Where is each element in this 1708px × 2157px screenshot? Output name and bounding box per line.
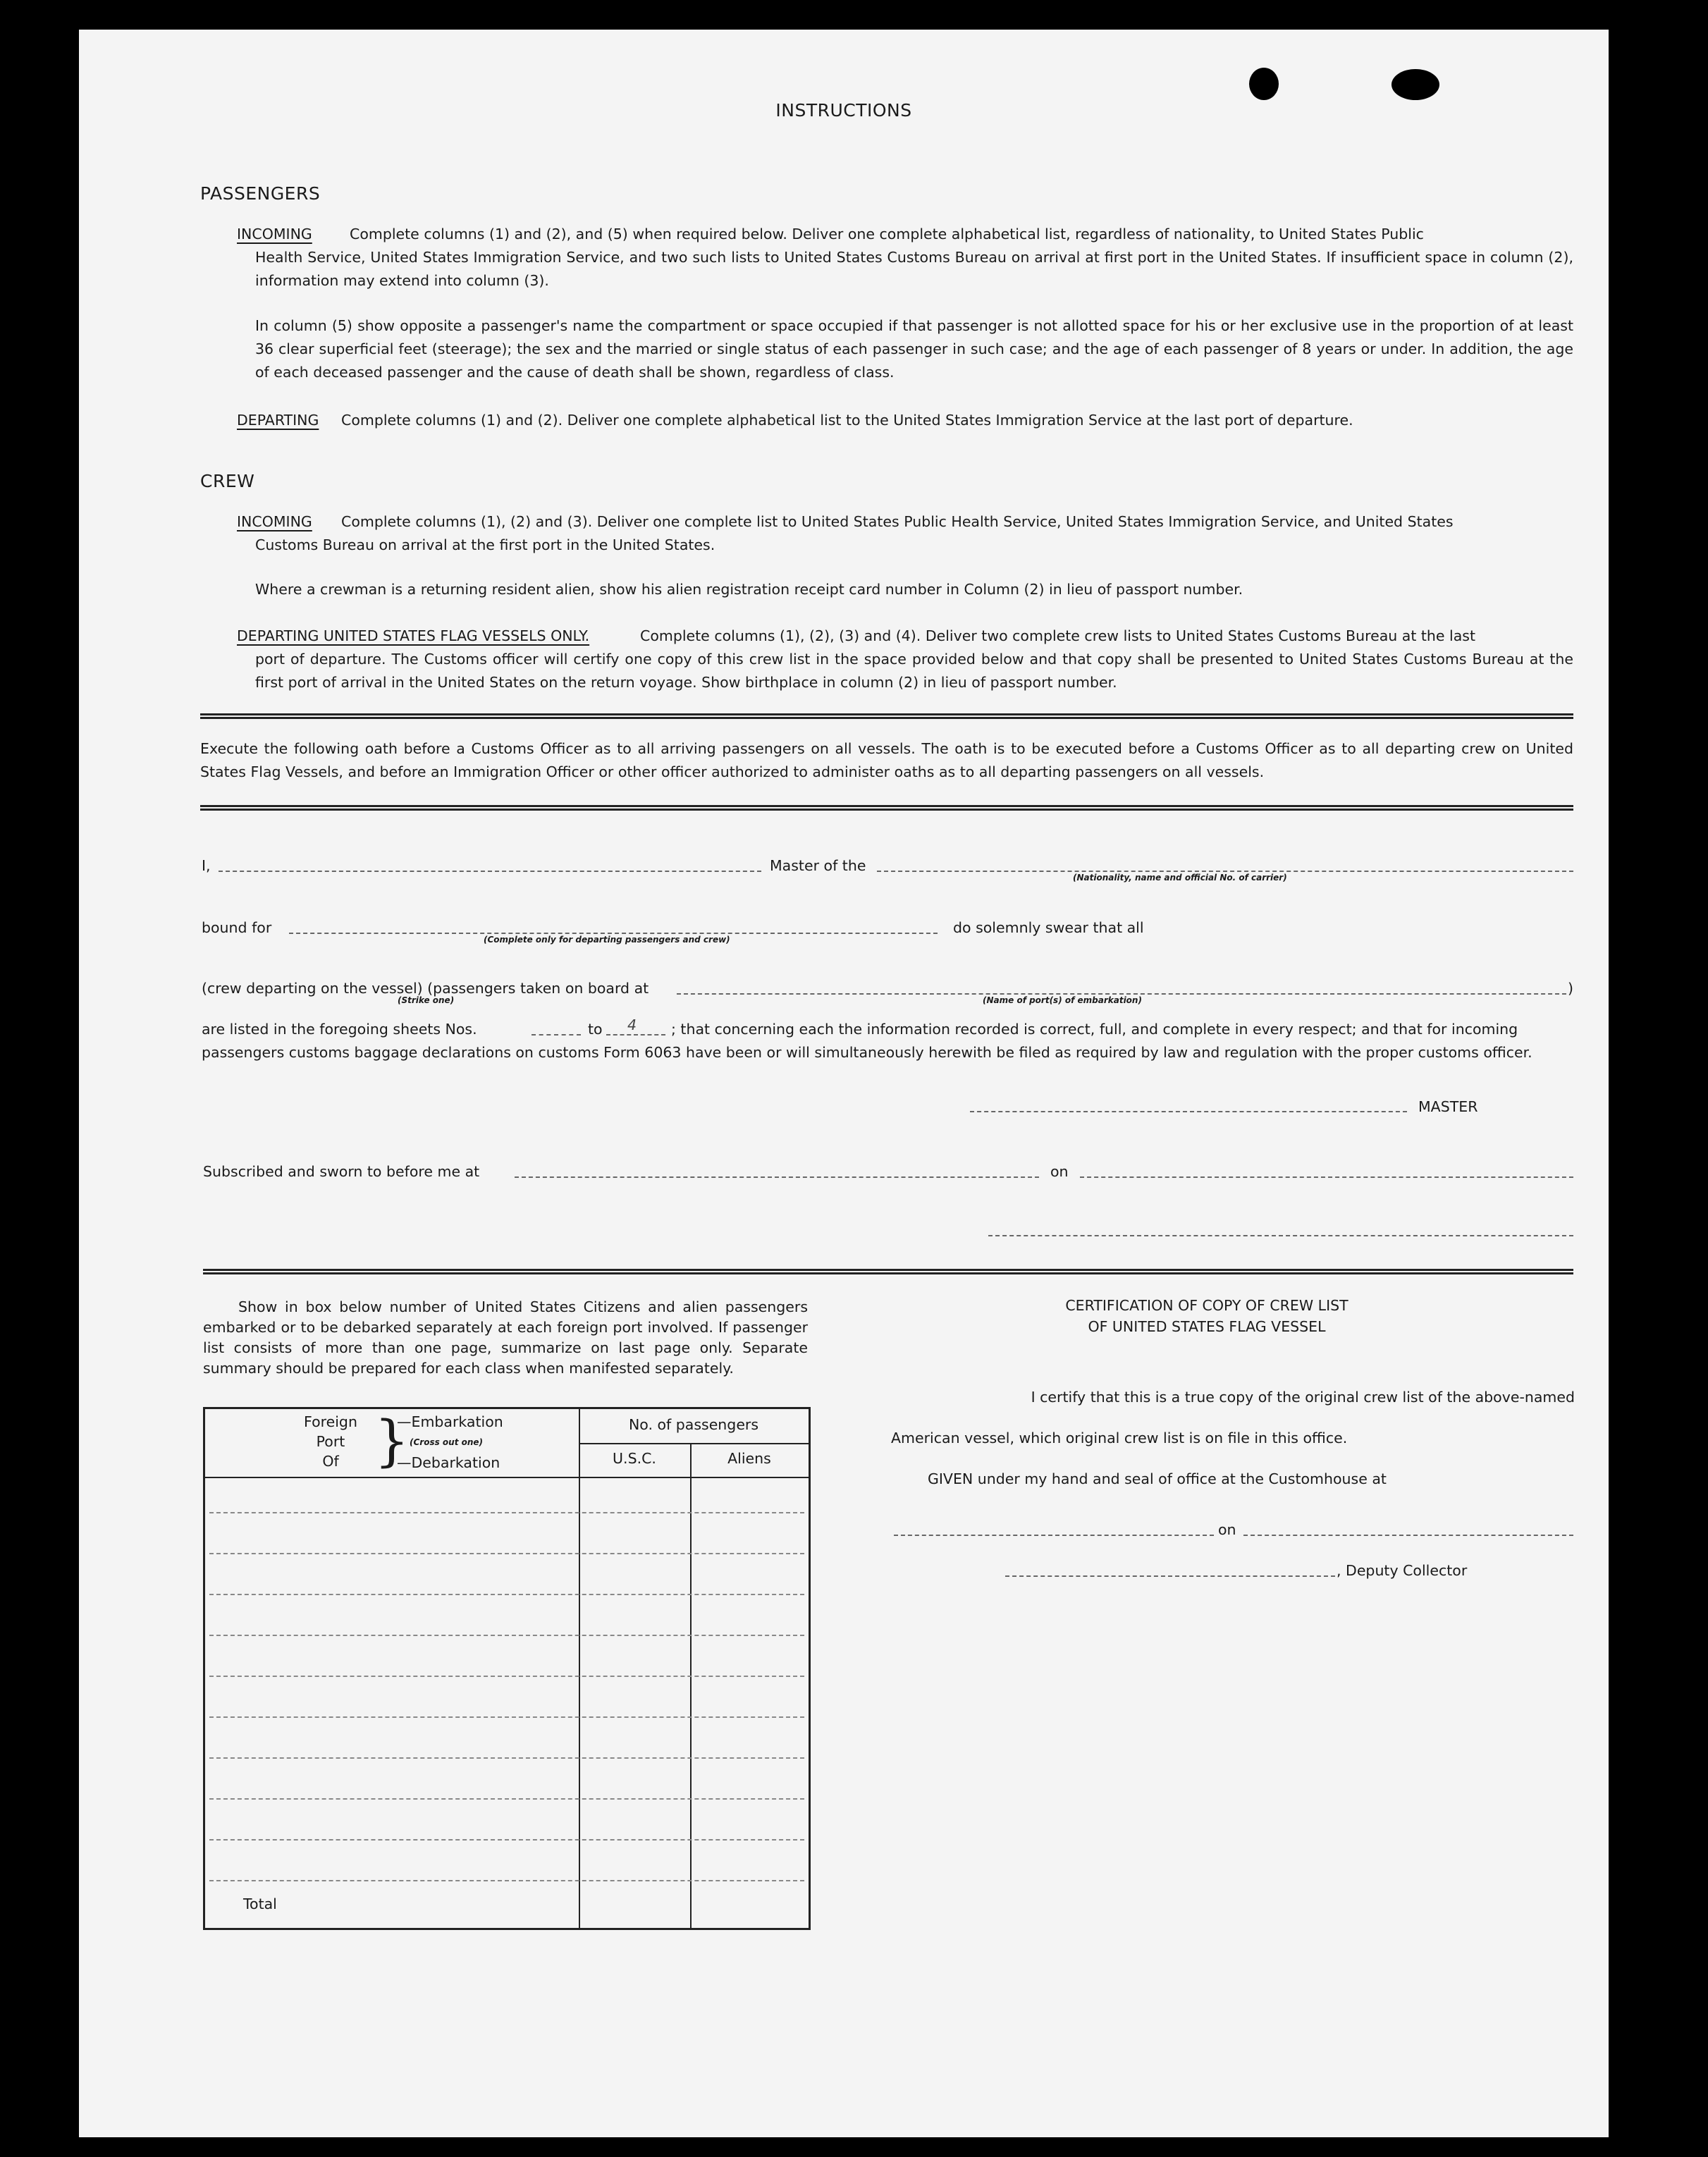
- crew-incoming-text-3: Where a crewman is a returning resident alien, show his alien registration receipt card number in Column (2) in lieu of passport number.: [255, 581, 1243, 598]
- summary-instructions: Show in box below number of United States Citizens and alien passengers embarked or to be debarked separately at each foreign port involved. If passenger list consists of more than one page, summarize on last page only. Separate summary should be prepared for each class when manifested separately.: [203, 1298, 808, 1377]
- master-name-field[interactable]: [219, 871, 761, 872]
- subscribed-on-label: on: [1050, 1163, 1069, 1180]
- close-paren: ): [1568, 980, 1573, 997]
- no-passengers-header: No. of passengers: [628, 1416, 759, 1433]
- table-row: [209, 1512, 804, 1513]
- table-row: [209, 1676, 804, 1677]
- crew-heading: CREW: [200, 471, 255, 491]
- table-row: [209, 1798, 804, 1800]
- passengers-departing-text: Complete columns (1) and (2). Deliver one complete alphabetical list to the United States Immigration Service at the last port of departure.: [341, 412, 1353, 429]
- sheet-to-value: 4: [627, 1016, 637, 1033]
- certification-title-2: OF UNITED STATES FLAG VESSEL: [1088, 1318, 1326, 1335]
- master-of-the-label: Master of the: [770, 857, 866, 874]
- punch-hole-left: [1249, 68, 1279, 100]
- table-row: [209, 1553, 804, 1554]
- table-header-rule: [205, 1477, 809, 1478]
- embarkation-label: —Embarkation: [397, 1413, 503, 1430]
- crew-incoming-text-1: Complete columns (1), (2) and (3). Deliver one complete list to United States Public Health Service, United States Immigration Service, and United States: [341, 513, 1454, 530]
- passengers-incoming-text-3: In column (5) show opposite a passenger's name the compartment or space occupied if that passenger is not allotted space for his or her exclusive use in the proportion of at least 36 clear superficial feet (steerage); the sex and the married or single status of each passenger in such case; and the age of each passenger of 8 years or under. In addition, the age of each deceased passenger and the cause of death shall be shown, regardless of class.: [255, 317, 1573, 381]
- table-row: [209, 1594, 804, 1595]
- table-divider-col1: [579, 1409, 580, 1928]
- complete-only-note: (Complete only for departing passengers and crew): [484, 935, 730, 945]
- subscribed-label: Subscribed and sworn to before me at: [203, 1163, 480, 1180]
- certification-title-1: CERTIFICATION OF COPY OF CREW LIST: [1065, 1297, 1348, 1314]
- oath-intro: Execute the following oath before a Customs Officer as to all arriving passengers on all vessels. The oath is to be executed before a Customs Officer as to all departing crew on United States Flag Vessels, and before an Immigration Officer or other officer authorized to administer oaths as to all departing passengers on all vessels.: [200, 740, 1573, 780]
- divider-1: [200, 713, 1573, 719]
- oath-i-label: I,: [202, 857, 211, 874]
- deputy-signature-field[interactable]: [1005, 1575, 1335, 1577]
- passengers-heading: PASSENGERS: [200, 183, 321, 204]
- solemnly-swear-label: do solemnly swear that all: [953, 919, 1144, 936]
- punch-hole-right: [1391, 69, 1439, 100]
- page-title: INSTRUCTIONS: [775, 100, 912, 121]
- crew-departing-text-2: port of departure. The Customs officer will certify one copy of this crew list in the space provided below and that copy shall be presented to United States Customs Bureau at the first port of arrival in the United States on the return voyage. Show birthplace in column (2) in lieu of passport number.: [255, 651, 1573, 691]
- passengers-departing-label: DEPARTING: [237, 412, 319, 429]
- bound-for-label: bound for: [202, 919, 272, 936]
- certification-date-field[interactable]: [1243, 1535, 1573, 1536]
- port-note: (Name of port(s) of embarkation): [983, 995, 1142, 1005]
- certification-text-3: GIVEN under my hand and seal of office at the Customhouse at: [928, 1470, 1387, 1487]
- officer-signature-field[interactable]: [988, 1235, 1573, 1236]
- subscribed-date-field[interactable]: [1080, 1176, 1573, 1178]
- certification-text-1: I certify that this is a true copy of the original crew list of the above-named: [1031, 1389, 1575, 1406]
- total-label: Total: [243, 1895, 277, 1912]
- debarkation-label: —Debarkation: [397, 1454, 500, 1471]
- master-signature-field[interactable]: [970, 1111, 1407, 1112]
- cross-out-note: (Cross out one): [410, 1437, 484, 1447]
- table-row: [209, 1757, 804, 1759]
- col-foreign-line1: Foreign: [304, 1413, 357, 1430]
- listed-prefix: are listed in the foregoing sheets Nos.: [202, 1021, 477, 1038]
- crew-departing-label: DEPARTING UNITED STATES FLAG VESSELS ONLY.: [237, 627, 590, 644]
- table-row: [209, 1716, 804, 1718]
- listed-rest-2: passengers customs baggage declarations on customs Form 6063 have been or will simultaneously herewith be filed as required by law and regulation with the proper customs officer.: [202, 1044, 1532, 1061]
- table-divider-col2: [690, 1443, 692, 1928]
- crew-incoming-label: INCOMING: [237, 513, 312, 530]
- crew-departing-text-1: Complete columns (1), (2), (3) and (4). Deliver two complete crew lists to United States Customs Bureau at the last: [640, 627, 1476, 644]
- subscribed-place-field[interactable]: [515, 1176, 1039, 1178]
- table-row: [209, 1635, 804, 1636]
- divider-2: [200, 805, 1573, 811]
- passengers-incoming-text-1: Complete columns (1) and (2), and (5) when required below. Deliver one complete alphabetical list, regardless of nationality, to United States Public: [350, 226, 1424, 242]
- deputy-collector-label: , Deputy Collector: [1337, 1562, 1468, 1579]
- table-row: [209, 1880, 804, 1881]
- strike-one-note: (Strike one): [398, 995, 455, 1005]
- aliens-header: Aliens: [727, 1450, 771, 1467]
- table-row: [209, 1839, 804, 1840]
- bound-for-field[interactable]: [289, 933, 938, 934]
- passenger-summary-table: [203, 1407, 811, 1930]
- crew-departing-statement: (crew departing on the vessel) (passengers taken on board at: [202, 980, 649, 997]
- carrier-field[interactable]: [877, 871, 1573, 872]
- embarkation-port-field[interactable]: [677, 993, 1566, 995]
- sheet-from-field[interactable]: [532, 1034, 581, 1036]
- brace-icon: }: [374, 1410, 410, 1473]
- passengers-incoming-text-2: Health Service, United States Immigration Service, and two such lists to United States Customs Bureau on arrival at first port in the United States. If insufficient space in column (2), information may extend into column (3).: [255, 249, 1573, 289]
- divider-3: [203, 1269, 1573, 1274]
- listed-to: to: [588, 1021, 603, 1038]
- crew-incoming-text-2: Customs Bureau on arrival at the first port in the United States.: [255, 536, 715, 553]
- certification-on-label: on: [1218, 1521, 1236, 1538]
- nationality-note: (Nationality, name and official No. of carrier): [1073, 873, 1287, 883]
- passengers-incoming-label: INCOMING: [237, 226, 312, 242]
- col-foreign-line3: Of: [322, 1453, 339, 1470]
- listed-rest-1: ; that concerning each the information recorded is correct, full, and complete in every respect; and that for incoming: [671, 1021, 1518, 1038]
- customhouse-field[interactable]: [894, 1535, 1214, 1536]
- col-foreign-line2: Port: [316, 1433, 345, 1450]
- table-header-rule-mid: [579, 1443, 809, 1444]
- master-label: MASTER: [1418, 1098, 1478, 1115]
- certification-text-2: American vessel, which original crew list is on file in this office.: [891, 1430, 1348, 1446]
- form-page: [79, 30, 1609, 2137]
- usc-header: U.S.C.: [613, 1450, 656, 1467]
